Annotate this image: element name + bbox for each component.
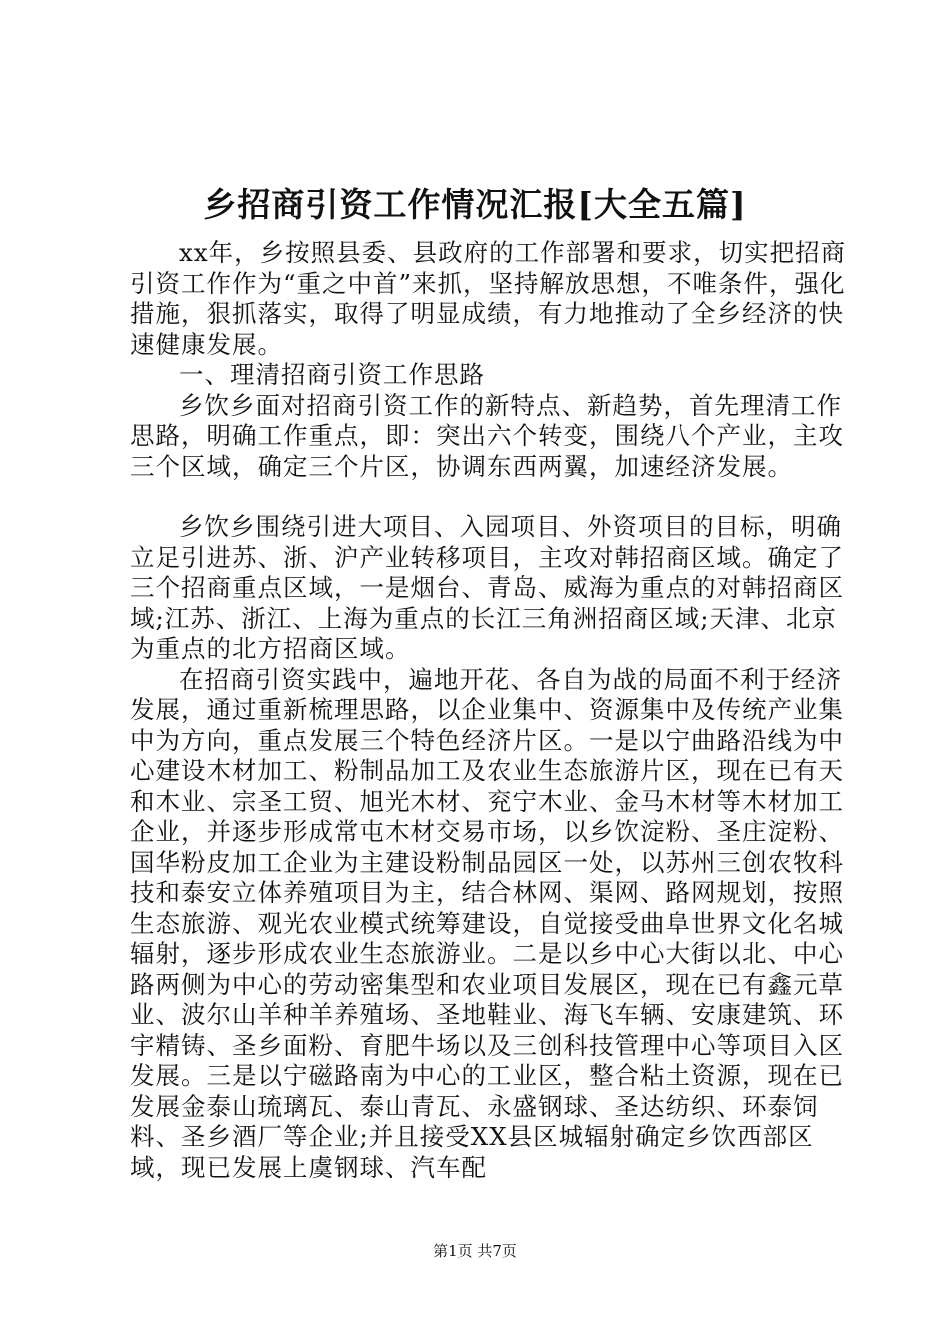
document-title: 乡招商引资工作情况汇报[大全五篇] bbox=[203, 185, 747, 224]
paragraph-approach: 乡饮乡面对招商引资工作的新特点、新趋势，首先理清工作思路，明确工作重点，即：突出六个转变，围绕八个产业，主攻三个区域，确定三个片区，协调东西两翼，加速经济发展。 bbox=[130, 390, 844, 481]
paragraph-regions: 乡饮乡围绕引进大项目、入园项目、外资项目的目标，明确立足引进苏、浙、沪产业转移项目，主攻对韩招商区域。确定了三个招商重点区域，一是烟台、青岛、威海为重点的对韩招商区域;江苏、浙江、上海为重点的长江三角洲招商区域;天津、北京为重点的北方招商区域。 bbox=[130, 512, 844, 663]
paragraph-gap bbox=[130, 482, 850, 512]
page-indicator: 第1页 共7页 bbox=[433, 1242, 517, 1260]
document-body bbox=[130, 238, 850, 1183]
section-heading: 一、理清招商引资工作思路 bbox=[179, 360, 485, 389]
paragraph-zones: 在招商引资实践中，遍地开花、各自为战的局面不利于经济发展，通过重新梳理思路，以企业集中、资源集中及传统产业集中为方向，重点发展三个特色经济片区。一是以宁曲路沿线为中心建设木材加工、粉制品加工及农业生态旅游片区，现在已有天和木业、宗圣工贸、旭光木材、兖宁木业、金马木材等木材加工企业，并逐步形成常屯木材交易市场，以乡饮淀粉、圣庄淀粉、国华粉皮加工企业为主建设粉制品园区一处，以苏州三创农牧科技和泰安立体养殖项目为主，结合林网、渠网、路网规划，按照生态旅游、观光农业模式统筹建设，自觉接受曲阜世界文化名城辐射，逐步形成农业生态旅游业。二是以乡中心大街以北、中心路两侧为中心的劳动密集型和农业项目发展区，现在已有鑫元草业、波尔山羊种羊养殖场、圣地鞋业、海飞车辆、安康建筑、环宇精铸、圣乡面粉、育肥牛场以及三创科技管理中心等项目入区发展。三是以宁磁路南为中心的工业区，整合粘土资源，现在已发展金泰山琉璃瓦、泰山青瓦、永盛钢球、圣达纺织、环泰饲料、圣乡酒厂等企业;并且接受XX县区城辐射确定乡饮西部区域，现已发展上虞钢球、汽车配 bbox=[130, 664, 844, 1182]
paragraph-intro: xx年，乡按照县委、县政府的工作部署和要求，切实把招商引资工作作为“重之中首”来抓，坚持解放思想，不唯条件，强化措施，狠抓落实，取得了明显成绩，有力地推动了全乡经济的快速健康发展。 bbox=[130, 238, 847, 359]
